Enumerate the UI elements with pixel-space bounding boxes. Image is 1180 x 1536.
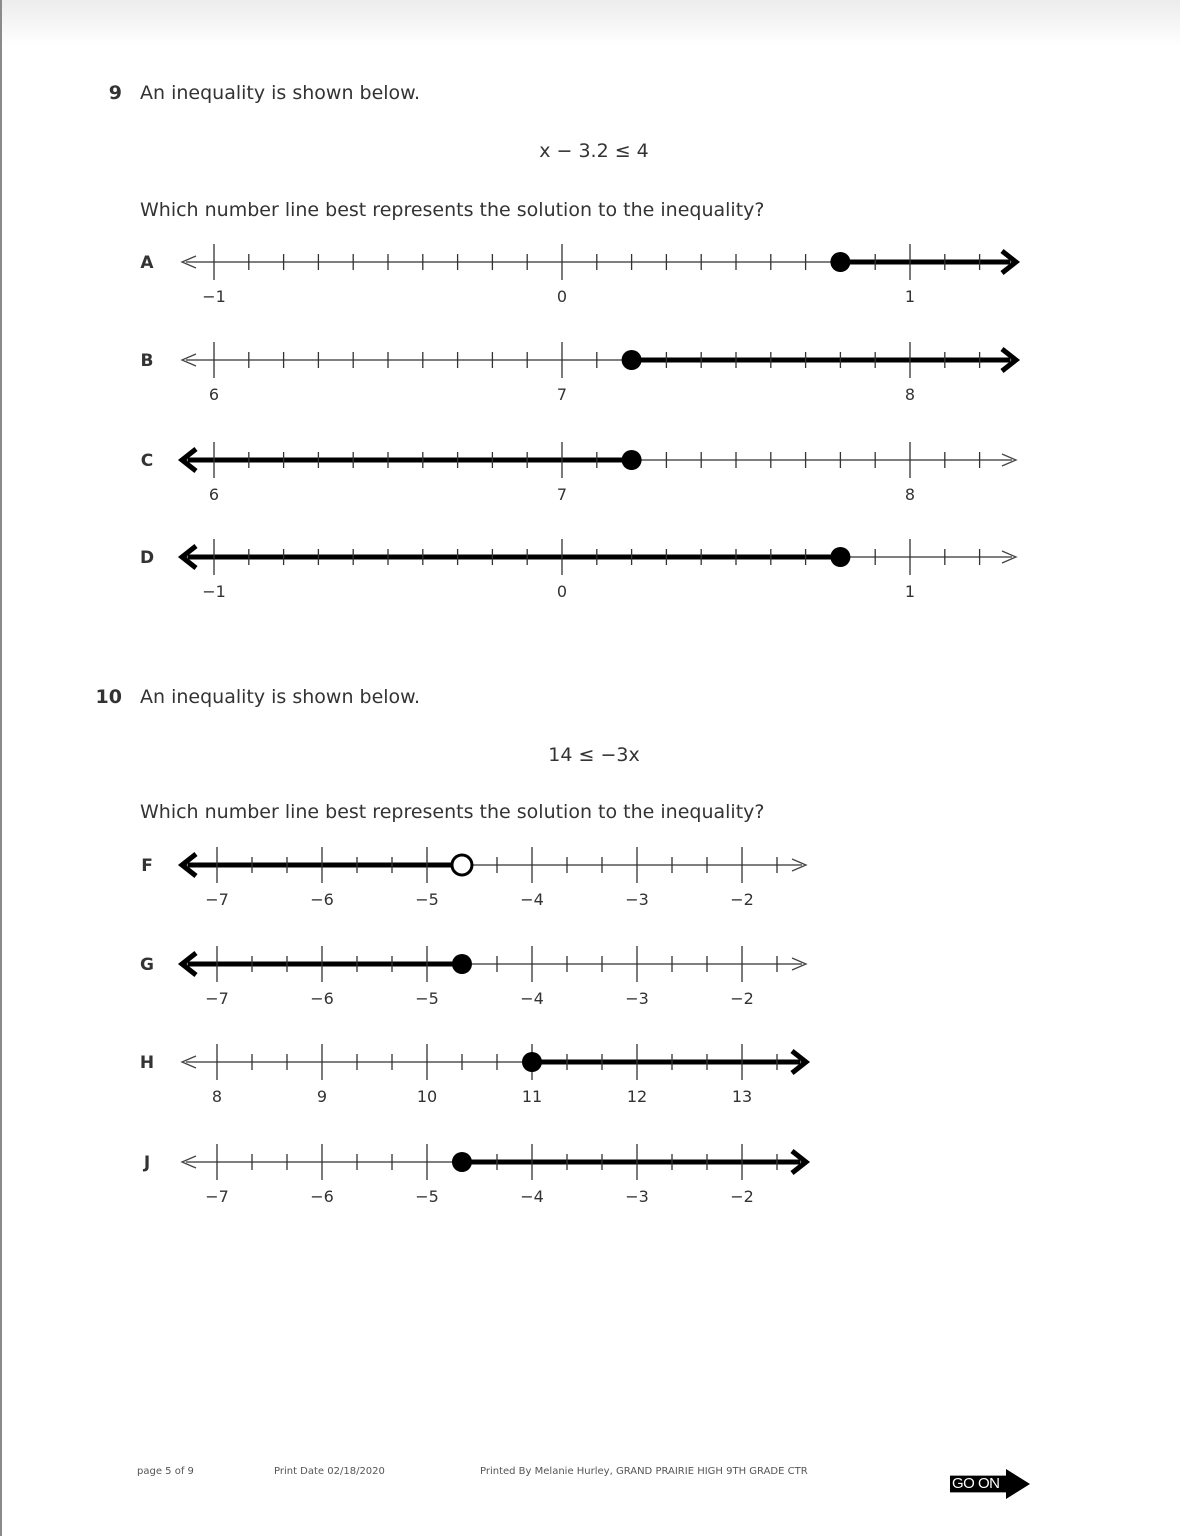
option-f-tick-label: −3 xyxy=(625,890,649,909)
option-j-letter: J xyxy=(143,1153,151,1173)
option-j-closed-point xyxy=(452,1152,472,1172)
option-c-tick-label: 6 xyxy=(208,485,220,504)
option-g-tick-label: −2 xyxy=(730,989,754,1008)
option-g-closed-point xyxy=(452,954,472,974)
option-g-tick-label: −3 xyxy=(625,989,649,1008)
question-9-prompt: An inequality is shown below. xyxy=(140,82,421,104)
option-a-closed-point xyxy=(830,252,850,272)
option-h-closed-point xyxy=(522,1052,542,1072)
option-g-tick-label: −7 xyxy=(205,989,229,1008)
option-g-letter: G xyxy=(140,955,154,975)
go-on-arrow-icon xyxy=(950,1469,1030,1499)
footer-page: page 5 of 9 xyxy=(137,1466,194,1477)
option-c-letter: C xyxy=(140,451,154,471)
option-j-tick-label: −6 xyxy=(310,1187,334,1206)
option-g-tick-label: −6 xyxy=(310,989,334,1008)
question-10-inequality: 14 ≤ −3x xyxy=(548,744,640,766)
option-h-letter: H xyxy=(139,1053,155,1073)
question-9-number: 9 xyxy=(108,82,122,104)
option-a-tick-label: 1 xyxy=(904,287,916,306)
option-c-tick-label: 7 xyxy=(556,485,568,504)
option-f-tick-label: −4 xyxy=(520,890,544,909)
option-f-tick-label: −2 xyxy=(730,890,754,909)
option-h-tick-label: 11 xyxy=(521,1087,543,1106)
option-h-tick-label: 13 xyxy=(731,1087,753,1106)
footer-print-date: Print Date 02/18/2020 xyxy=(274,1466,385,1477)
option-h-tick-label: 10 xyxy=(416,1087,438,1106)
option-d-closed-point xyxy=(830,547,850,567)
go-on-label: GO ON xyxy=(952,1475,1000,1492)
option-j-tick-label: −2 xyxy=(730,1187,754,1206)
option-b-tick-label: 6 xyxy=(208,385,220,404)
question-10-number: 10 xyxy=(95,686,122,708)
option-c-closed-point xyxy=(622,450,642,470)
option-f-open-point xyxy=(452,855,472,875)
option-h-tick-label: 12 xyxy=(626,1087,648,1106)
option-b-tick-label: 7 xyxy=(556,385,568,404)
question-9-inequality: x − 3.2 ≤ 4 xyxy=(539,140,649,162)
question-10-prompt: An inequality is shown below. xyxy=(140,686,421,708)
option-d-tick-label: 1 xyxy=(904,582,916,601)
option-a-tick-label: 0 xyxy=(556,287,568,306)
option-f-tick-label: −6 xyxy=(310,890,334,909)
question-10-question: Which number line best represents the solution to the inequality? xyxy=(140,801,765,823)
footer-printed-by: Printed By Melanie Hurley, GRAND PRAIRIE HIGH 9TH GRADE CTR xyxy=(480,1466,808,1477)
question-9-question: Which number line best represents the solution to the inequality? xyxy=(140,199,765,221)
option-g-tick-label: −5 xyxy=(415,989,439,1008)
option-j-tick-label: −3 xyxy=(625,1187,649,1206)
option-d-tick-label: −1 xyxy=(202,582,226,601)
option-b-letter: B xyxy=(140,351,154,371)
option-d-tick-label: 0 xyxy=(556,582,568,601)
option-f-tick-label: −7 xyxy=(205,890,229,909)
option-h-tick-label: 8 xyxy=(211,1087,223,1106)
option-b-tick-label: 8 xyxy=(904,385,916,404)
option-a-letter: A xyxy=(140,253,154,273)
option-c-tick-label: 8 xyxy=(904,485,916,504)
option-d-letter: D xyxy=(139,548,155,568)
option-a-tick-label: −1 xyxy=(202,287,226,306)
option-f-tick-label: −5 xyxy=(415,890,439,909)
option-j-tick-label: −4 xyxy=(520,1187,544,1206)
option-j-tick-label: −5 xyxy=(415,1187,439,1206)
option-g-tick-label: −4 xyxy=(520,989,544,1008)
option-f-letter: F xyxy=(141,856,153,876)
option-j-tick-label: −7 xyxy=(205,1187,229,1206)
option-b-closed-point xyxy=(622,350,642,370)
option-h-tick-label: 9 xyxy=(316,1087,328,1106)
